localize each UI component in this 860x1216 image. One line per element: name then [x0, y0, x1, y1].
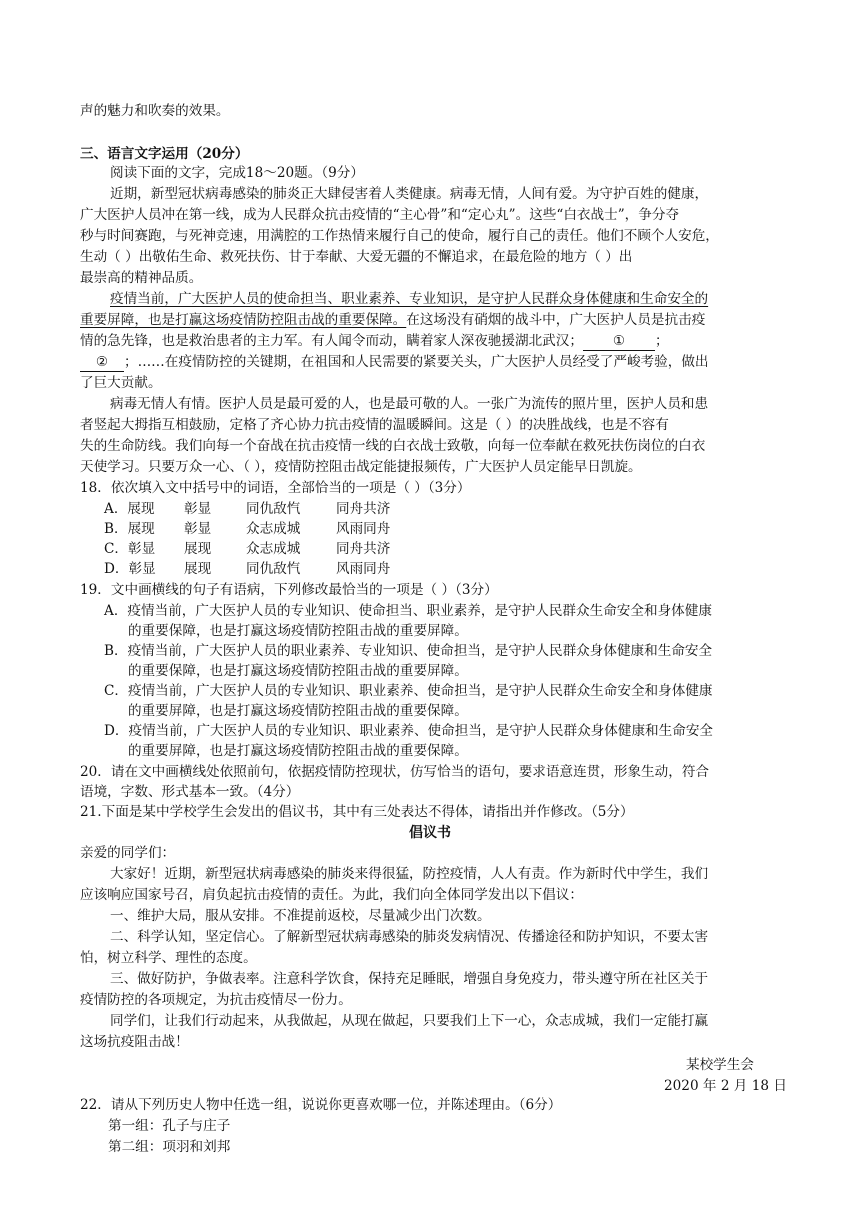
q18-option-d — [104, 559, 390, 579]
option-word: C．彰显 — [104, 541, 156, 557]
q19-option-c: C．疫情当前，广大医护人员的专业知识、职业素养、使命担当，是守护人民群众生命安全和身体健康 — [104, 683, 713, 699]
option-word: 展现 — [184, 541, 212, 557]
q19-option-d-cont: 的重要屏障，也是打赢这场疫情防控阻击战的重要保障。 — [128, 743, 468, 759]
passage-line: 生动（ ）出敬佑生命、救死扶伤、甘于奉献、大爱无疆的不懈追求，在最危险的地方（ ）出 — [80, 249, 633, 265]
q18-option-b — [104, 519, 390, 539]
option-word: 风雨同舟 — [336, 521, 391, 537]
passage-line: 者竖起大拇指互相鼓励，定格了齐心协力抗击疫情的温暖瞬间。这是（ ）的决胜战线，也是不容有 — [80, 417, 669, 433]
option-word: A．展现 — [104, 501, 155, 517]
option-word: 众志成城 — [246, 541, 301, 557]
passage-line: 秒与时间赛跑，与死神竞速，用满腔的工作热情来履行自己的使命，履行自己的责任。他们不顾个人安危， — [80, 228, 719, 244]
question-19: 19．文中画横线的句子有语病，下列修改最恰当的一项是（ ）（3分） — [80, 582, 498, 598]
question-18: 18．依次填入文中括号中的词语，全部恰当的一项是（ ）（3分） — [80, 480, 471, 496]
passage-text: ；……在疫情防控的关键期，在祖国和人民需要的紧要关头，广大医护人员经受了严峻考验，做出 — [124, 354, 709, 370]
letter-greeting: 亲爱的同学们： — [80, 845, 176, 861]
letter-line: 大家好！近期，新型冠状病毒感染的肺炎来得很猛，防控疫情，人人有责。作为新时代中学生，我们 — [110, 866, 709, 882]
q19-option-a: A．疫情当前，广大医护人员的专业知识、使命担当、职业素养，是守护人民群众生命安全和身体健康 — [104, 603, 712, 619]
question-21: 21.下面是某中学校学生会发出的倡议书，其中有三处表达不得体，请指出并作修改。（5分） — [80, 804, 634, 820]
q18-option-a — [104, 499, 390, 519]
q19-option-d: D．疫情当前，广大医护人员的专业知识、职业素养、使命担当，是守护人民群众身体健康和生命安全 — [104, 723, 714, 739]
q22-group-1: 第一组：孔子与庄子 — [108, 1118, 231, 1134]
q18-option-c — [104, 539, 390, 559]
fill-blank-1: ① — [583, 332, 655, 351]
option-word: 同舟共济 — [336, 541, 391, 557]
passage-text: 情的急先锋，也是救治患者的主力军。有人闻令而动，瞒着家人深夜驰援湖北武汉； — [80, 333, 583, 349]
passage-line: 最崇高的精神品质。 — [80, 270, 203, 286]
q22-group-2: 第二组：项羽和刘邦 — [108, 1139, 231, 1155]
letter-signature: 某校学生会 — [686, 1057, 754, 1073]
passage-line: 了巨大贡献。 — [80, 375, 162, 391]
question-22: 22．请从下列历史人物中任选一组，说说你更喜欢哪一位，并陈述理由。（6分） — [80, 1097, 562, 1113]
option-word: 彰显 — [184, 501, 212, 517]
passage-line: 广大医护人员冲在第一线，成为人民群众抗击疫情的“主心骨”和“定心丸”。这些“白衣战士”，争分夺 — [80, 207, 680, 223]
passage-line: 病毒无情人有情。医护人员是最可爱的人，也是最可敬的人。一张广为流传的照片里，医护人员和患 — [110, 396, 709, 412]
question-20: 20．请在文中画横线处依照前句，依据疫情防控现状，仿写恰当的语句，要求语意连贯，形象生动，符合 — [80, 764, 710, 780]
passage-text: 在这场没有硝烟的战斗中，广大医护人员是抗击疫 — [406, 312, 706, 328]
option-word: D．彰显 — [104, 561, 156, 577]
passage-line: 天使学习。只要万众一心、（ ），疫情防控阻击战定能捷报频传，广大医护人员定能早日凯旋。 — [80, 459, 642, 475]
underlined-sentence: 疫情当前，广大医护人员的使命担当、职业素养、专业知识，是守护人民群众身体健康和生命安全的 — [110, 291, 709, 307]
letter-line: 应该响应国家号召，肩负起抗击疫情的责任。为此，我们向全体同学发出以下倡议： — [80, 887, 583, 903]
passage-line: 失的生命防线。我们向每一个奋战在抗击疫情一线的白衣战士致敬，向每一位奉献在救死扶伤岗位的白衣 — [80, 438, 706, 454]
letter-title: 倡议书 — [409, 825, 451, 841]
reading-intro: 阅读下面的文字，完成18～20题。（9分） — [110, 165, 364, 181]
fill-blank-2: ② — [80, 353, 124, 372]
letter-line: 这场抗疫阻击战！ — [80, 1034, 189, 1050]
q19-option-a-cont: 的重要保障，也是打赢这场疫情防控阻击战的重要屏障。 — [128, 623, 468, 639]
q19-option-b-cont: 的重要保障，也是打赢这场疫情防控阻击战的重要屏障。 — [128, 663, 468, 679]
option-word: 风雨同舟 — [336, 561, 391, 577]
text-line: 声的魅力和吹奏的效果。 — [80, 103, 230, 119]
letter-line: 怕，树立科学、理性的态度。 — [80, 950, 257, 966]
letter-line: 一、维护大局，服从安排。不准提前返校，尽量减少出门次数。 — [110, 908, 491, 924]
passage-line: 近期，新型冠状病毒感染的肺炎正大肆侵害着人类健康。病毒无情，人间有爱。为守护百姓的健康， — [110, 186, 709, 202]
q19-option-b: B．疫情当前，广大医护人员的职业素养、专业知识、使命担当，是守护人民群众身体健康和生命安全 — [104, 643, 713, 659]
option-word: 同舟共济 — [336, 501, 391, 517]
option-word: 同仇敌忾 — [246, 501, 301, 517]
option-word: 同仇敌忾 — [246, 561, 301, 577]
letter-line: 疫情防控的各项规定，为抗击疫情尽一份力。 — [80, 992, 352, 1008]
passage-line — [80, 352, 709, 372]
section-title: 三、语言文字运用（20分） — [80, 146, 249, 162]
option-word: 众志成城 — [246, 521, 301, 537]
option-word: 彰显 — [184, 521, 212, 537]
passage-line — [80, 331, 669, 351]
question-20-cont: 语境，字数、形式基本一致。（4分） — [80, 784, 300, 800]
letter-line: 二、科学认知，坚定信心。了解新型冠状病毒感染的肺炎发病情况、传播途径和防护知识，不要太害 — [110, 929, 709, 945]
passage-line — [80, 310, 705, 330]
option-word: B．展现 — [104, 521, 155, 537]
letter-date: 2020 年 2 月 18 日 — [664, 1078, 787, 1094]
letter-line: 同学们，让我们行动起来，从我做起，从现在做起，只要我们上下一心，众志成城，我们一定能打赢 — [110, 1013, 709, 1029]
q19-option-c-cont: 的重要屏障，也是打赢这场疫情防控阻击战的重要保障。 — [128, 703, 468, 719]
passage-text: ； — [654, 333, 669, 349]
letter-line: 三、做好防护，争做表率。注意科学饮食，保持充足睡眠，增强自身免疫力，带头遵守所在社区关于 — [110, 971, 709, 987]
option-word: 展现 — [184, 561, 212, 577]
underlined-sentence: 重要屏障，也是打赢这场疫情防控阻击战的重要保障。 — [80, 312, 407, 328]
